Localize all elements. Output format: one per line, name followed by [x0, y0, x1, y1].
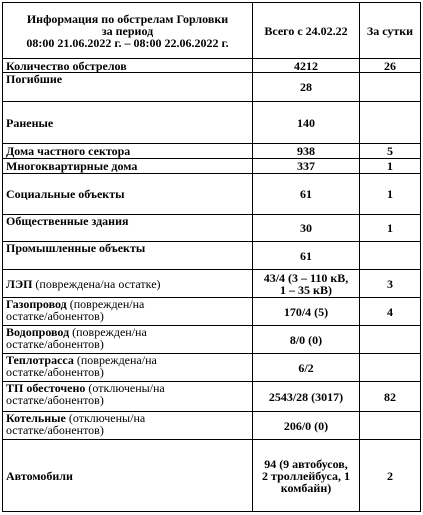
row-day: 26 — [360, 59, 421, 73]
shelling-report-table — [2, 2, 421, 512]
table-row — [3, 102, 421, 144]
row-day: 1 — [360, 215, 421, 242]
row-total-line-2: 1 – 35 кВ) — [280, 282, 332, 297]
row-total: 4212 — [253, 59, 360, 73]
row-total: 28 — [253, 73, 360, 102]
row-day: 1 — [360, 174, 421, 215]
row-total: 938 — [253, 144, 360, 159]
row-label-note: (отключены/на — [85, 381, 165, 395]
row-label-bold: Водопровод — [6, 325, 70, 339]
table-row — [3, 298, 421, 326]
title-line-1: Информация по обстрелам Горловки — [26, 11, 229, 26]
row-label-bold: Котельные — [6, 411, 66, 425]
column-header-total: Всего с 24.02.22 — [253, 3, 360, 59]
row-day: 3 — [360, 270, 421, 298]
row-total: 61 — [253, 174, 360, 215]
row-total: 6/2 — [253, 354, 360, 382]
title-line-3: 08:00 21.06.2022 г. – 08:00 22.06.2022 г. — [26, 35, 229, 50]
row-total: 30 — [253, 215, 360, 242]
row-label-note: (повреждена/на остатке) — [32, 276, 161, 291]
row-label: Многоквартирные дома — [3, 159, 253, 174]
row-label — [3, 270, 253, 298]
table-row — [3, 440, 421, 512]
table-row — [3, 73, 421, 102]
row-label — [3, 354, 253, 382]
table-row — [3, 354, 421, 382]
row-label-line-2: остатке/абонентов) — [6, 309, 104, 323]
row-total: 170/4 (5) — [253, 298, 360, 326]
row-label: Количество обстрелов — [3, 59, 253, 73]
row-label: Раненые — [3, 102, 253, 144]
table-row — [3, 412, 421, 440]
row-label-line-2: остатке/абонентов) — [6, 365, 104, 379]
table-row — [3, 159, 421, 174]
row-total — [253, 440, 360, 512]
row-day — [360, 354, 421, 382]
row-label-note: (поврежден/на — [66, 297, 145, 311]
row-label-line-2: остатке/абонентов) — [6, 393, 104, 407]
row-total: 337 — [253, 159, 360, 174]
row-total-line-1: 94 (9 автобусов, — [264, 456, 348, 471]
table-row — [3, 174, 421, 215]
row-day — [360, 326, 421, 354]
row-day: 82 — [360, 382, 421, 412]
table-row — [3, 215, 421, 242]
row-label-note: (повреждена/на — [73, 353, 157, 367]
table-row — [3, 270, 421, 298]
row-label — [3, 326, 253, 354]
row-label — [3, 412, 253, 440]
row-label-line-2: остатке/абонентов) — [6, 337, 104, 351]
row-label-bold: Теплотрасса — [6, 353, 74, 367]
row-day: 2 — [360, 440, 421, 512]
header-row — [3, 3, 421, 59]
row-label: Автомобили — [3, 440, 253, 512]
row-label: Общественные здания — [3, 215, 253, 242]
row-total: 140 — [253, 102, 360, 144]
row-label — [3, 298, 253, 326]
row-total: 8/0 (0) — [253, 326, 360, 354]
row-label-bold: ЛЭП — [6, 276, 33, 291]
row-total: 2543/28 (3017) — [253, 382, 360, 412]
row-label: Промышленные объекты — [3, 242, 253, 270]
table-row — [3, 382, 421, 412]
report-title — [3, 3, 253, 59]
row-total: 206/0 (0) — [253, 412, 360, 440]
row-label-note: (отключены/на — [65, 411, 146, 425]
row-total-line-3: комбайн) — [280, 480, 332, 495]
row-total — [253, 270, 360, 298]
row-label-line-2: остатке/абонентов) — [6, 423, 104, 437]
row-day — [360, 412, 421, 440]
title-line-2: за период — [101, 23, 154, 38]
row-day — [360, 102, 421, 144]
table-row — [3, 59, 421, 73]
row-day: 1 — [360, 159, 421, 174]
row-day: 5 — [360, 144, 421, 159]
row-label — [3, 382, 253, 412]
row-day: 4 — [360, 298, 421, 326]
row-day — [360, 242, 421, 270]
table-row — [3, 326, 421, 354]
row-label: Социальные объекты — [3, 174, 253, 215]
table-row — [3, 242, 421, 270]
row-total-line-2: 2 троллейбуса, 1 — [262, 468, 350, 483]
row-label-note: (поврежден/на — [69, 325, 147, 339]
table-row — [3, 144, 421, 159]
row-label: Погибшие — [3, 73, 253, 102]
row-day — [360, 73, 421, 102]
row-label-bold: ТП обесточено — [6, 381, 86, 395]
row-total: 61 — [253, 242, 360, 270]
row-label-bold: Газопровод — [6, 297, 67, 311]
row-total-line-1: 43/4 (3 – 110 кВ, — [263, 270, 349, 285]
row-label: Дома частного сектора — [3, 144, 253, 159]
column-header-day: За сутки — [360, 3, 421, 59]
